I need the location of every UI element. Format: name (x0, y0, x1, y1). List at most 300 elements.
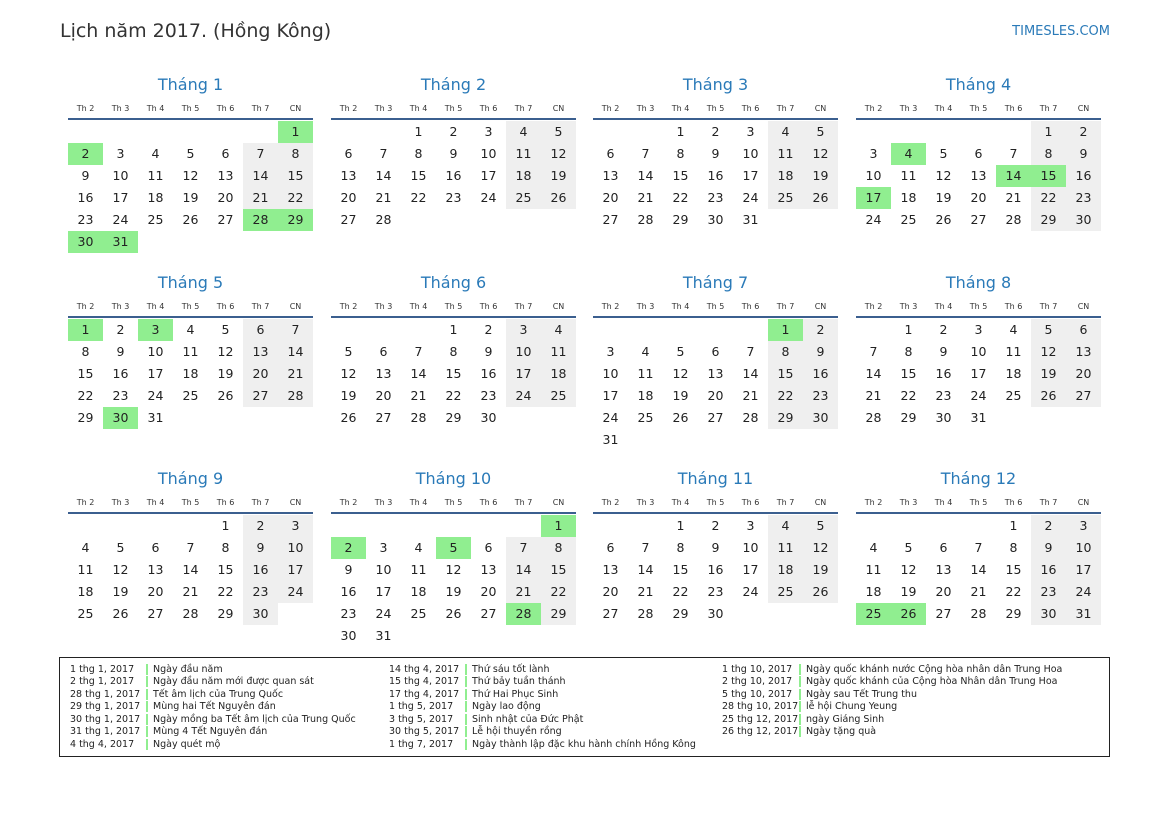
day-cell: 10 (865, 168, 882, 183)
empty-day-cell (173, 121, 208, 143)
day-cell: 12 (112, 562, 129, 577)
holiday-day-cell: 1 (68, 319, 103, 341)
month-calendar (593, 73, 838, 231)
day-cell: 1 (449, 322, 458, 337)
weekend-day-cell: 5 (803, 515, 838, 537)
day-cell: 27 (935, 606, 952, 621)
weekday-label: Th 2 (601, 302, 620, 311)
weekend-day-cell: 23 (243, 581, 278, 603)
day-cell: 7 (641, 146, 650, 161)
day-cell: 2 (449, 124, 458, 139)
legend-row (389, 726, 696, 739)
weekend-day-cell: 10 (1066, 537, 1101, 559)
holiday-day-cell: 25 (856, 603, 891, 625)
weekday-label: Th 4 (409, 104, 428, 113)
weekday-label: Th 7 (1039, 302, 1058, 311)
empty-day-cell (401, 515, 436, 537)
day-cell: 22 (672, 190, 689, 205)
week-row (331, 187, 576, 209)
weekend-day-cell: 18 (768, 165, 803, 187)
day-cell: 12 (935, 168, 952, 183)
weekday-label: Th 6 (1004, 104, 1023, 113)
weekend-day-cell: 22 (278, 187, 313, 209)
empty-day-cell (278, 407, 313, 429)
day-cell: 26 (217, 388, 234, 403)
week-row (331, 121, 576, 143)
empty-day-cell (471, 515, 506, 537)
day-cell: 26 (672, 410, 689, 425)
day-cell: 6 (606, 540, 615, 555)
day-cell: 15 (445, 366, 462, 381)
week-row (331, 407, 576, 429)
month-weeks (331, 121, 576, 231)
day-cell: 4 (81, 540, 90, 555)
weekend-day-cell: 17 (1066, 559, 1101, 581)
day-cell: 17 (742, 168, 759, 183)
week-row (856, 143, 1101, 165)
legend-row (389, 676, 696, 689)
empty-day-cell (768, 209, 803, 231)
weekend-day-cell: 4 (768, 515, 803, 537)
day-cell: 26 (935, 212, 952, 227)
empty-day-cell (541, 209, 576, 231)
empty-day-cell (628, 319, 663, 341)
empty-day-cell (961, 121, 996, 143)
month-title: Tháng 2 (420, 75, 487, 94)
empty-day-cell (366, 515, 401, 537)
day-cell: 28 (742, 410, 759, 425)
week-row (68, 385, 313, 407)
day-cell: 10 (480, 146, 497, 161)
weekday-label: Th 3 (899, 104, 918, 113)
weekday-header (68, 495, 313, 514)
weekend-day-cell: 15 (278, 165, 313, 187)
day-cell: 19 (217, 366, 234, 381)
legend-holiday-name: Ngày quốc khánh của Cộng hòa Nhân dân Trung Hoa (806, 676, 1058, 688)
day-cell: 5 (904, 540, 913, 555)
day-cell: 11 (865, 562, 882, 577)
holiday-marker (799, 689, 801, 700)
day-cell: 19 (672, 388, 689, 403)
weekend-day-cell: 31 (1066, 603, 1101, 625)
empty-day-cell (208, 121, 243, 143)
weekday-label: Th 2 (339, 302, 358, 311)
empty-day-cell (436, 209, 471, 231)
weekday-header (856, 495, 1101, 514)
legend-date: 2 thg 10, 2017 (722, 676, 793, 688)
day-cell: 30 (707, 212, 724, 227)
weekend-day-cell: 21 (243, 187, 278, 209)
month-calendar (331, 73, 576, 231)
day-cell: 22 (217, 584, 234, 599)
day-cell: 18 (865, 584, 882, 599)
weekday-label: Th 5 (969, 498, 988, 507)
weekday-label: CN (289, 302, 302, 311)
week-row (856, 363, 1101, 385)
day-cell: 8 (449, 344, 458, 359)
empty-day-cell (173, 515, 208, 537)
legend-row (70, 688, 356, 701)
weekend-day-cell: 9 (803, 341, 838, 363)
empty-day-cell (891, 121, 926, 143)
month-calendar (856, 271, 1101, 429)
day-cell: 1 (221, 518, 230, 533)
week-row (856, 385, 1101, 407)
day-cell: 14 (637, 562, 654, 577)
day-cell: 26 (182, 212, 199, 227)
legend-row (722, 713, 1062, 726)
legend-row (70, 701, 356, 714)
weekend-day-cell: 19 (803, 559, 838, 581)
day-cell: 5 (344, 344, 353, 359)
day-cell: 8 (904, 344, 913, 359)
holiday-marker (465, 739, 467, 750)
weekday-label: Th 6 (479, 498, 498, 507)
month-calendar (331, 467, 576, 647)
day-cell: 22 (445, 388, 462, 403)
weekend-day-cell: 19 (803, 165, 838, 187)
day-cell: 18 (1005, 366, 1022, 381)
weekend-day-cell: 5 (1031, 319, 1066, 341)
week-row (593, 429, 838, 451)
day-cell: 6 (974, 146, 983, 161)
weekend-day-cell: 30 (803, 407, 838, 429)
day-cell: 4 (151, 146, 160, 161)
day-cell: 2 (711, 518, 720, 533)
holiday-marker (146, 739, 148, 750)
site-link[interactable]: TIMESLES.COM (1012, 24, 1110, 39)
holiday-day-cell: 31 (103, 231, 138, 253)
day-cell: 15 (410, 168, 427, 183)
day-cell: 19 (900, 584, 917, 599)
weekday-label: Th 5 (444, 498, 463, 507)
day-cell: 10 (970, 344, 987, 359)
empty-day-cell (331, 319, 366, 341)
empty-day-cell (506, 515, 541, 537)
weekend-day-cell: 8 (1031, 143, 1066, 165)
weekend-day-cell: 26 (1031, 385, 1066, 407)
week-row (593, 385, 838, 407)
month-calendar (68, 73, 313, 253)
legend-holiday-name: Thứ bảy tuần thánh (472, 676, 566, 688)
weekend-day-cell: 30 (1066, 209, 1101, 231)
weekday-label: Th 3 (111, 302, 130, 311)
weekday-label: CN (1077, 498, 1090, 507)
weekend-day-cell: 12 (803, 143, 838, 165)
day-cell: 15 (672, 562, 689, 577)
weekday-label: Th 6 (216, 498, 235, 507)
day-cell: 27 (970, 212, 987, 227)
weekend-day-cell: 24 (278, 581, 313, 603)
day-cell: 8 (676, 146, 685, 161)
weekday-label: CN (1077, 302, 1090, 311)
day-cell: 7 (186, 540, 195, 555)
day-cell: 29 (672, 606, 689, 621)
weekday-label: Th 7 (1039, 104, 1058, 113)
legend-row (70, 676, 356, 689)
week-row (593, 187, 838, 209)
day-cell: 6 (344, 146, 353, 161)
week-row (68, 231, 313, 253)
weekday-label: Th 7 (1039, 498, 1058, 507)
holiday-day-cell: 29 (278, 209, 313, 231)
day-cell: 6 (151, 540, 160, 555)
holiday-day-cell: 3 (138, 319, 173, 341)
day-cell: 30 (707, 606, 724, 621)
day-cell: 12 (340, 366, 357, 381)
day-cell: 22 (900, 388, 917, 403)
holiday-marker (146, 701, 148, 712)
week-row (593, 165, 838, 187)
weekend-day-cell: 29 (541, 603, 576, 625)
legend-date: 1 thg 7, 2017 (389, 738, 454, 750)
weekend-day-cell: 18 (768, 559, 803, 581)
holiday-marker (465, 714, 467, 725)
day-cell: 7 (1009, 146, 1018, 161)
holiday-marker (799, 714, 801, 725)
weekday-label: Th 5 (181, 498, 200, 507)
day-cell: 1 (414, 124, 423, 139)
day-cell: 21 (970, 584, 987, 599)
weekend-day-cell: 21 (506, 581, 541, 603)
weekend-day-cell: 2 (243, 515, 278, 537)
day-cell: 3 (974, 322, 983, 337)
weekday-label: Th 5 (706, 498, 725, 507)
weekend-day-cell: 8 (541, 537, 576, 559)
day-cell: 20 (602, 584, 619, 599)
day-cell: 3 (379, 540, 388, 555)
month-weeks (593, 319, 838, 451)
day-cell: 22 (1005, 584, 1022, 599)
day-cell: 27 (480, 606, 497, 621)
day-cell: 13 (217, 168, 234, 183)
day-cell: 15 (672, 168, 689, 183)
legend-date: 30 thg 1, 2017 (70, 713, 141, 725)
legend-row (389, 713, 696, 726)
legend-date: 17 thg 4, 2017 (389, 688, 460, 700)
holiday-marker (799, 701, 801, 712)
week-row (856, 187, 1101, 209)
day-cell: 3 (116, 146, 125, 161)
legend-holiday-name: Tết âm lịch của Trung Quốc (153, 688, 284, 700)
weekday-label: Th 4 (671, 302, 690, 311)
month-calendar (68, 271, 313, 429)
empty-day-cell (401, 319, 436, 341)
day-cell: 21 (1005, 190, 1022, 205)
weekday-header (856, 299, 1101, 318)
weekday-label: Th 2 (339, 498, 358, 507)
day-cell: 23 (112, 388, 129, 403)
holiday-marker (465, 726, 467, 737)
week-row (593, 407, 838, 429)
week-row (856, 407, 1101, 429)
weekend-day-cell: 10 (506, 341, 541, 363)
empty-day-cell (366, 121, 401, 143)
weekend-day-cell: 4 (768, 121, 803, 143)
weekend-day-cell: 6 (1066, 319, 1101, 341)
day-cell: 11 (77, 562, 94, 577)
month-title: Tháng 5 (157, 273, 224, 292)
day-cell: 27 (602, 212, 619, 227)
legend-holiday-name: Thứ sáu tốt lành (472, 663, 550, 675)
holiday-marker (465, 701, 467, 712)
day-cell: 1 (676, 124, 685, 139)
weekend-day-cell: 22 (768, 385, 803, 407)
weekend-day-cell: 8 (768, 341, 803, 363)
day-cell: 12 (182, 168, 199, 183)
weekend-day-cell: 22 (541, 581, 576, 603)
week-row (593, 559, 838, 581)
day-cell: 4 (186, 322, 195, 337)
week-row (331, 341, 576, 363)
day-cell: 16 (340, 584, 357, 599)
weekday-label: Th 6 (741, 498, 760, 507)
legend-holiday-name: Ngày quét mộ (153, 738, 221, 750)
week-row (593, 515, 838, 537)
legend-date: 1 thg 5, 2017 (389, 701, 454, 713)
day-cell: 30 (935, 410, 952, 425)
empty-day-cell (628, 429, 663, 451)
empty-day-cell (68, 515, 103, 537)
legend-date: 26 thg 12, 2017 (722, 726, 799, 738)
day-cell: 27 (707, 410, 724, 425)
day-cell: 6 (606, 146, 615, 161)
empty-day-cell (471, 625, 506, 647)
empty-day-cell (243, 121, 278, 143)
empty-day-cell (628, 121, 663, 143)
weekend-day-cell: 13 (1066, 341, 1101, 363)
legend-column (722, 663, 1062, 738)
empty-day-cell (138, 121, 173, 143)
week-row (68, 319, 313, 341)
holiday-day-cell: 1 (541, 515, 576, 537)
month-title: Tháng 6 (420, 273, 487, 292)
day-cell: 14 (375, 168, 392, 183)
day-cell: 26 (340, 410, 357, 425)
month-weeks (331, 319, 576, 429)
weekday-header (331, 101, 576, 120)
weekend-day-cell: 14 (278, 341, 313, 363)
month-title: Tháng 10 (415, 469, 492, 488)
holiday-marker (146, 664, 148, 675)
day-cell: 10 (602, 366, 619, 381)
day-cell: 29 (900, 410, 917, 425)
weekend-day-cell: 1 (1031, 121, 1066, 143)
empty-day-cell (961, 515, 996, 537)
day-cell: 24 (480, 190, 497, 205)
empty-day-cell (803, 209, 838, 231)
month-weeks (68, 515, 313, 625)
month-calendar (331, 271, 576, 429)
day-cell: 11 (182, 344, 199, 359)
empty-day-cell (926, 121, 961, 143)
weekday-label: Th 4 (146, 498, 165, 507)
weekday-label: Th 3 (636, 498, 655, 507)
legend-date: 2 thg 1, 2017 (70, 676, 135, 688)
week-row (68, 537, 313, 559)
weekday-label: Th 2 (601, 104, 620, 113)
month-weeks (68, 121, 313, 253)
weekend-day-cell: 10 (278, 537, 313, 559)
day-cell: 31 (602, 432, 619, 447)
day-cell: 6 (711, 344, 720, 359)
day-cell: 13 (375, 366, 392, 381)
month-calendar (856, 73, 1101, 231)
week-row (593, 537, 838, 559)
month-calendar (593, 271, 838, 451)
weekday-header (331, 495, 576, 514)
day-cell: 9 (81, 168, 90, 183)
legend-row (722, 726, 1062, 739)
weekend-day-cell: 26 (541, 187, 576, 209)
weekday-label: Th 4 (934, 498, 953, 507)
day-cell: 21 (410, 388, 427, 403)
page-title: Lịch năm 2017. (Hồng Kông) (60, 20, 332, 42)
legend-holiday-name: Ngày tặng quà (806, 726, 877, 738)
day-cell: 21 (182, 584, 199, 599)
day-cell: 13 (602, 168, 619, 183)
weekday-label: Th 5 (706, 302, 725, 311)
legend-date: 29 thg 1, 2017 (70, 701, 141, 713)
week-row (68, 515, 313, 537)
day-cell: 16 (480, 366, 497, 381)
week-row (856, 165, 1101, 187)
week-row (593, 121, 838, 143)
legend-row (389, 701, 696, 714)
legend-holiday-name: Thứ Hai Phục Sinh (472, 688, 559, 700)
weekday-label: Th 2 (76, 498, 95, 507)
day-cell: 20 (340, 190, 357, 205)
empty-day-cell (541, 407, 576, 429)
week-row (331, 581, 576, 603)
week-row (593, 319, 838, 341)
legend-date: 3 thg 5, 2017 (389, 713, 454, 725)
week-row (593, 209, 838, 231)
legend-row (722, 676, 1062, 689)
weekday-label: Th 2 (76, 302, 95, 311)
day-cell: 17 (602, 388, 619, 403)
day-cell: 17 (480, 168, 497, 183)
day-cell: 21 (375, 190, 392, 205)
day-cell: 1 (676, 518, 685, 533)
weekend-day-cell: 3 (1066, 515, 1101, 537)
weekday-label: Th 4 (409, 302, 428, 311)
week-row (68, 407, 313, 429)
day-cell: 5 (221, 322, 230, 337)
day-cell: 17 (742, 562, 759, 577)
day-cell: 2 (711, 124, 720, 139)
holiday-marker (799, 676, 801, 687)
legend-date: 28 thg 10, 2017 (722, 701, 799, 713)
holiday-day-cell: 28 (243, 209, 278, 231)
weekend-day-cell: 20 (243, 363, 278, 385)
weekend-day-cell: 8 (278, 143, 313, 165)
weekend-day-cell: 16 (1031, 559, 1066, 581)
weekday-label: Th 5 (444, 104, 463, 113)
day-cell: 23 (707, 190, 724, 205)
day-cell: 3 (746, 124, 755, 139)
weekday-header (331, 299, 576, 318)
weekday-label: Th 5 (969, 302, 988, 311)
holiday-day-cell: 30 (68, 231, 103, 253)
month-weeks (856, 121, 1101, 231)
day-cell: 6 (221, 146, 230, 161)
day-cell: 31 (742, 212, 759, 227)
weekday-label: Th 5 (969, 104, 988, 113)
weekend-day-cell: 17 (506, 363, 541, 385)
weekend-day-cell: 7 (278, 319, 313, 341)
weekday-label: Th 3 (374, 302, 393, 311)
